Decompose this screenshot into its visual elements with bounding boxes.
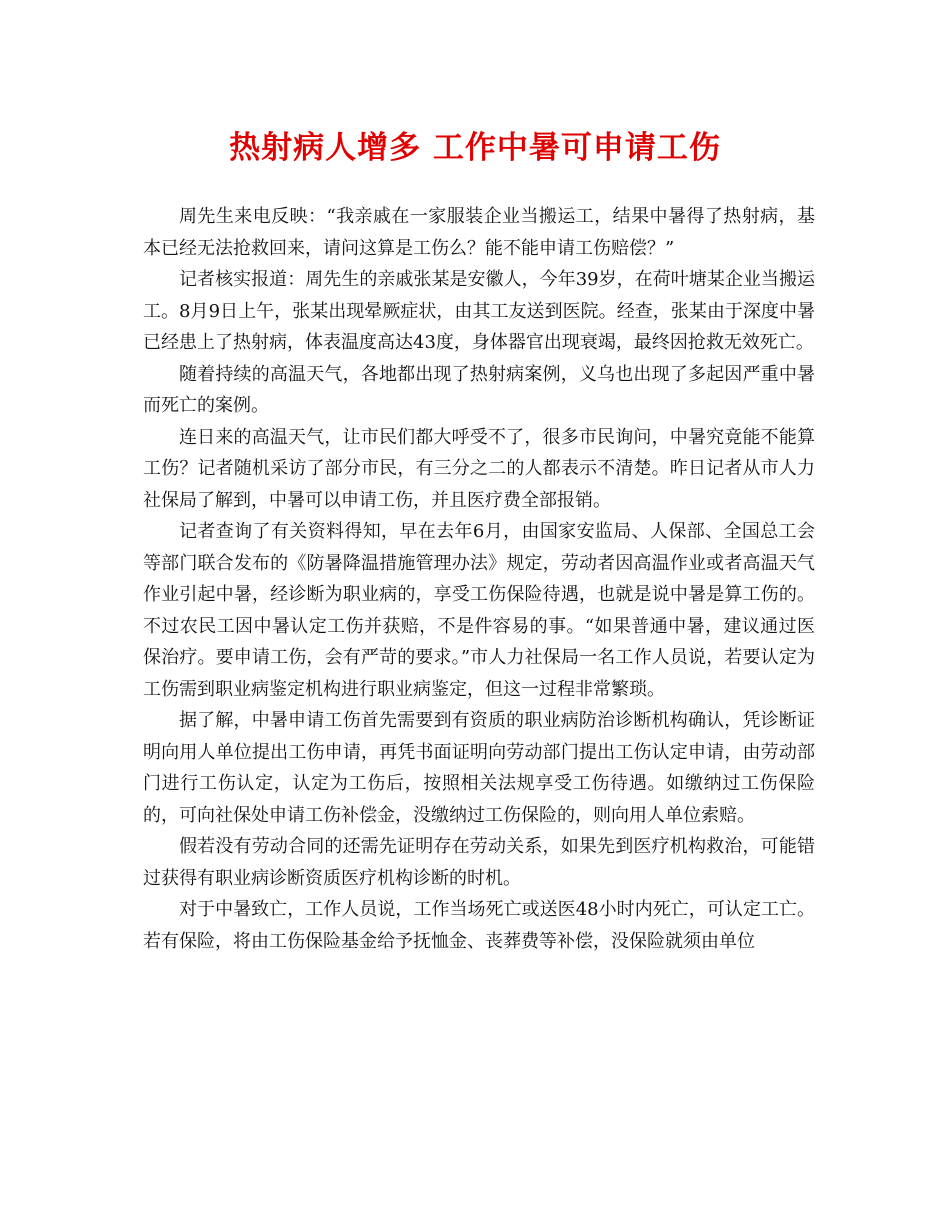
paragraph: 假若没有劳动合同的还需先证明存在劳动关系，如果先到医疗机构救治，可能错过获得有职业病诊断资质医疗机构诊断的时机。 [143,836,815,889]
paragraph: 据了解，中暑申请工伤首先需要到有资质的职业病防治诊断机构确认，凭诊断证明向用人单位提出工伤申请，再凭书面证明向劳动部门提出工伤认定申请，由劳动部门进行工伤认定，认定为工伤后，按照相关法规享受工伤待遇。如缴纳过工伤保险的，可向社保处申请工伤补偿金，没缴纳过工伤保险的，则向用人单位索赔。 [143,710,815,826]
article-title: 热射病人增多 工作中暑可申请工伤 [229,130,721,166]
paragraph: 连日来的高温天气，让市民们都大呼受不了，很多市民询问，中暑究竟能不能算工伤？记者随机采访了部分市民，有三分之二的人都表示不清楚。昨日记者从市人力社保局了解到，中暑可以申请工伤，并且医疗费全部报销。 [143,426,815,511]
paragraph: 记者核实报道：周先生的亲戚张某是安徽人，今年39岁，在荷叶塘某企业当搬运工。8月9日上午，张某出现晕厥症状，由其工友送到医院。经查，张某由于深度中暑已经患上了热射病，体表温度高达43度，身体器官出现衰竭，最终因抢救无效死亡。 [143,269,815,353]
paragraph: 记者查询了有关资料得知，早在去年6月，由国家安监局、人保部、全国总工会等部门联合发布的《防暑降温措施管理办法》规定，劳动者因高温作业或者高温天气作业引起中暑，经诊断为职业病的，享受工伤保险待遇，也就是说中暑是算工伤的。不过农民工因中暑认定工伤并获赔，不是件容易的事。“如果普通中暑，建议通过医保治疗。要申请工伤，会有严苛的要求。”市人力社保局一名工作人员说，若要认定为工伤需到职业病鉴定机构进行职业病鉴定，但这一过程非常繁琐。 [143,521,815,700]
paragraph: 对于中暑致亡，工作人员说，工作当场死亡或送医48小时内死亡，可认定工亡。若有保险，将由工伤保险基金给予抚恤金、丧葬费等补偿，没保险就须由单位 [143,899,815,952]
paragraph: 随着持续的高温天气，各地都出现了热射病案例，义乌也出现了多起因严重中暑而死亡的案例。 [143,363,815,416]
article-body [143,201,815,957]
paragraph: 周先生来电反映：“我亲戚在一家服装企业当搬运工，结果中暑得了热射病，基本已经无法抢救回来，请问这算是工伤么？能不能申请工伤赔偿？” [143,206,815,259]
